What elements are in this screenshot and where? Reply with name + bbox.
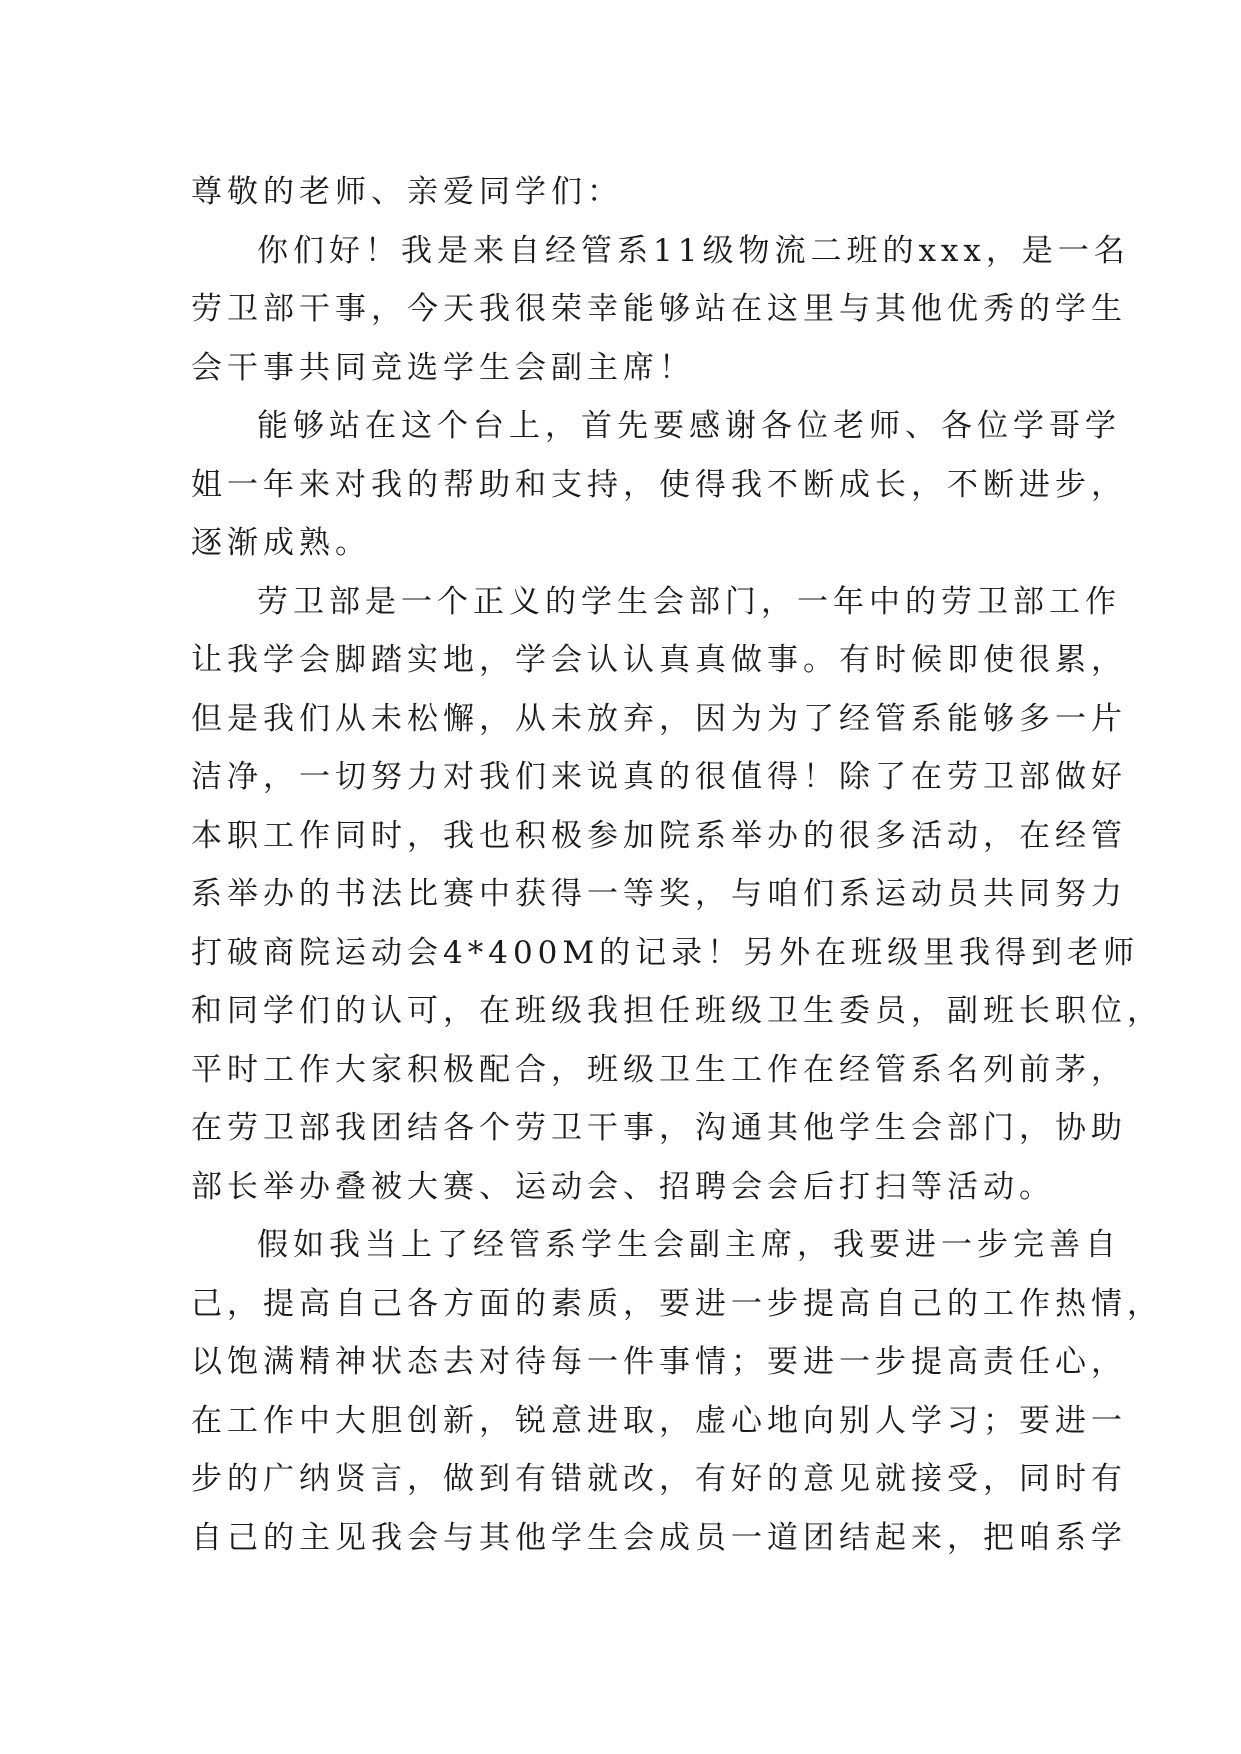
paragraph-4-line-4: 在工作中大胆创新，锐意进取，虚心地向别人学习；要进一 bbox=[191, 1402, 1127, 1439]
paragraph-4-line-1: 假如我当上了经管系学生会副主席，我要进一步完善自 bbox=[257, 1227, 1121, 1263]
paragraph-2-line-3: 逐渐成熟。 bbox=[191, 525, 371, 561]
paragraph-3-line-2: 让我学会脚踏实地，学会认认真真做事。有时候即使很累， bbox=[191, 642, 1127, 678]
paragraph-1-line-1: 你们好！我是来自经管系11级物流二班的xxx，是一名 bbox=[257, 232, 1130, 269]
paragraph-3-line-10: 在劳卫部我团结各个劳卫干事，沟通其他学生会部门，协助 bbox=[191, 1110, 1127, 1146]
paragraph-3-line-7: 打破商院运动会4*400M的记录！另外在班级里我得到老师 bbox=[191, 934, 1140, 971]
paragraph-4-line-3: 以饱满精神状态去对待每一件事情；要进一步提高责任心， bbox=[191, 1344, 1127, 1380]
paragraph-1-line-2: 劳卫部干事，今天我很荣幸能够站在这里与其他优秀的学生 bbox=[191, 291, 1127, 327]
speech-body bbox=[191, 163, 1163, 1567]
paragraph-3-line-3: 但是我们从未松懈，从未放弃，因为为了经管系能够多一片 bbox=[191, 700, 1127, 737]
paragraph-2-line-1: 能够站在这个台上，首先要感谢各位老师、各位学哥学 bbox=[257, 408, 1121, 444]
paragraph-3-line-8: 和同学们的认可，在班级我担任班级卫生委员，副班长职位， bbox=[191, 993, 1163, 1029]
paragraph-3-line-5: 本职工作同时，我也积极参加院系举办的很多活动，在经管 bbox=[191, 817, 1127, 854]
paragraph-3-line-4: 洁净，一切努力对我们来说真的很值得！除了在劳卫部做好 bbox=[191, 759, 1127, 795]
paragraph-4-line-2: 己，提高自己各方面的素质，要进一步提高自己的工作热情， bbox=[191, 1285, 1163, 1322]
paragraph-3-line-11: 部长举办叠被大赛、运动会、招聘会会后打扫等活动。 bbox=[191, 1168, 1055, 1205]
paragraph-4-line-6: 自己的主见我会与其他学生会成员一道团结起来，把咱系学 bbox=[191, 1519, 1127, 1556]
paragraph-3-line-9: 平时工作大家积极配合，班级卫生工作在经管系名列前茅， bbox=[191, 1051, 1127, 1088]
paragraph-1-line-3: 会干事共同竞选学生会副主席！ bbox=[191, 349, 695, 386]
paragraph-2-line-2: 姐一年来对我的帮助和支持，使得我不断成长，不断进步， bbox=[191, 466, 1127, 503]
paragraph-3-line-1: 劳卫部是一个正义的学生会部门，一年中的劳卫部工作 bbox=[257, 583, 1121, 620]
paragraph-4-line-5: 步的广纳贤言，做到有错就改，有好的意见就接受，同时有 bbox=[191, 1461, 1127, 1497]
paragraph-3-line-6: 系举办的书法比赛中获得一等奖，与咱们系运动员共同努力 bbox=[191, 876, 1127, 912]
greeting-line: 尊敬的老师、亲爱同学们： bbox=[191, 174, 623, 210]
